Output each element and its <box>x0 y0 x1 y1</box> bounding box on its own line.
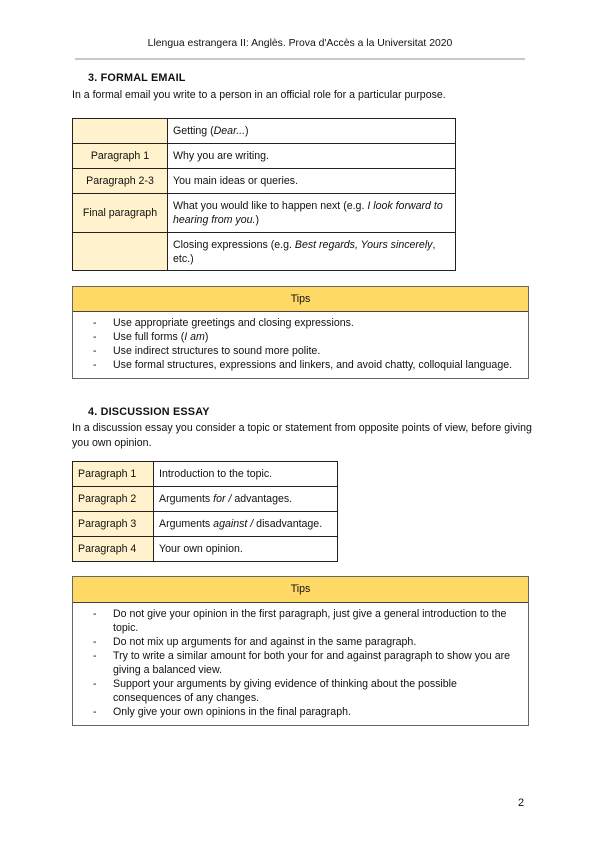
text-segment: Arguments <box>159 518 214 530</box>
text-segment: Arguments <box>159 493 214 505</box>
text-segment: Use appropriate greetings and closing expressions. <box>113 317 354 329</box>
text-segment: Only give your own opinions in the final paragraph. <box>113 706 351 718</box>
row-label: Paragraph 2 <box>73 487 154 512</box>
text-segment: Use full forms ( <box>113 331 185 343</box>
tip-item <box>73 677 518 705</box>
text-segment: , etc.) <box>173 238 436 265</box>
bullet-dash: - <box>93 678 97 690</box>
text-segment: Use formal structures, expressions and linkers, and avoid chatty, colloquial language. <box>113 359 513 371</box>
row-label: Paragraph 3 <box>73 512 154 537</box>
tip-item <box>73 344 518 358</box>
section-3-heading: 3. FORMAL EMAIL <box>88 72 186 84</box>
tips-title: Tips <box>73 577 528 603</box>
text-segment: Support your arguments by giving evidence of thinking about the possible consequences of any changes. <box>113 678 457 704</box>
row-description <box>168 233 456 271</box>
emphasis-text: I look forward to hearing from you. <box>173 200 443 226</box>
tip-item <box>73 649 518 677</box>
bullet-dash: - <box>93 608 97 620</box>
tip-item <box>73 607 518 635</box>
table-row <box>73 462 338 487</box>
text-segment: ) <box>245 125 249 137</box>
bullet-dash: - <box>93 345 97 357</box>
row-description <box>168 169 456 194</box>
text-segment: Why you are writing. <box>173 150 269 162</box>
row-description <box>154 537 338 562</box>
emphasis-text: Dear... <box>213 125 246 137</box>
text-segment: What you would like to happen next (e.g. <box>173 200 368 212</box>
text-segment: You main ideas or queries. <box>173 175 299 187</box>
text-segment: Your own opinion. <box>159 543 243 555</box>
row-label <box>73 233 168 271</box>
formal-email-tips <box>72 286 529 379</box>
bullet-dash: - <box>93 636 97 648</box>
emphasis-text: against / <box>213 518 254 530</box>
table-row <box>73 537 338 562</box>
bullet-dash: - <box>93 331 97 343</box>
text-segment: Try to write a similar amount for both your for and against paragraph to show you are giving a balanced view. <box>113 650 511 676</box>
emphasis-text: I am <box>184 331 205 343</box>
table-row <box>73 119 456 144</box>
row-description <box>154 462 338 487</box>
bullet-dash: - <box>93 317 97 329</box>
text-segment: Do not mix up arguments for and against in the same paragraph. <box>113 636 417 648</box>
text-segment: Introduction to the topic. <box>159 468 273 480</box>
tip-item <box>73 316 518 330</box>
row-description <box>168 194 456 233</box>
section-4-intro: In a discussion essay you consider a topic or statement from opposite points of view, before giving you own opinion. <box>72 422 532 449</box>
section-3-intro: In a formal email you write to a person in an official role for a particular purpose. <box>72 89 446 101</box>
text-segment: disadvantage. <box>253 518 323 530</box>
table-row <box>73 169 456 194</box>
table-row <box>73 512 338 537</box>
tips-title: Tips <box>73 287 528 312</box>
formal-email-table <box>72 118 456 271</box>
tip-item <box>73 358 518 372</box>
row-label <box>73 119 168 144</box>
text-segment: Getting ( <box>173 125 214 137</box>
section-4-heading: 4. DISCUSSION ESSAY <box>88 406 210 418</box>
text-segment: ) <box>204 331 209 343</box>
row-label: Paragraph 2-3 <box>73 169 168 194</box>
tip-item <box>73 705 518 719</box>
emphasis-text: Best regards, Yours sincerely <box>294 238 433 251</box>
row-label: Paragraph 1 <box>73 462 154 487</box>
header-divider <box>75 58 525 60</box>
text-segment: Do not give your opinion in the first paragraph, just give a general introduction to the topic. <box>113 608 507 634</box>
text-segment: ) <box>255 214 259 226</box>
page-number: 2 <box>518 797 525 809</box>
text-segment: Use indirect structures to sound more polite. <box>113 345 321 357</box>
row-label: Final paragraph <box>73 194 168 233</box>
table-row <box>73 144 456 169</box>
row-description <box>154 512 338 537</box>
emphasis-text: for / <box>213 493 232 505</box>
table-row <box>73 194 456 233</box>
tip-item <box>73 635 518 649</box>
row-description <box>154 487 338 512</box>
running-header: Llengua estrangera II: Anglès. Prova d'Accès a la Universitat 2020 <box>147 38 453 49</box>
discussion-essay-table <box>72 461 338 562</box>
bullet-dash: - <box>93 706 97 718</box>
text-segment: Closing expressions (e.g. <box>173 238 295 251</box>
bullet-dash: - <box>93 650 97 662</box>
table-row <box>73 487 338 512</box>
discussion-essay-tips <box>72 576 529 726</box>
row-label: Paragraph 4 <box>73 537 154 562</box>
row-label: Paragraph 1 <box>73 144 168 169</box>
row-description <box>168 119 456 144</box>
table-row <box>73 233 456 271</box>
bullet-dash: - <box>93 359 97 371</box>
row-description <box>168 144 456 169</box>
text-segment: advantages. <box>231 493 293 505</box>
tip-item <box>73 330 518 344</box>
